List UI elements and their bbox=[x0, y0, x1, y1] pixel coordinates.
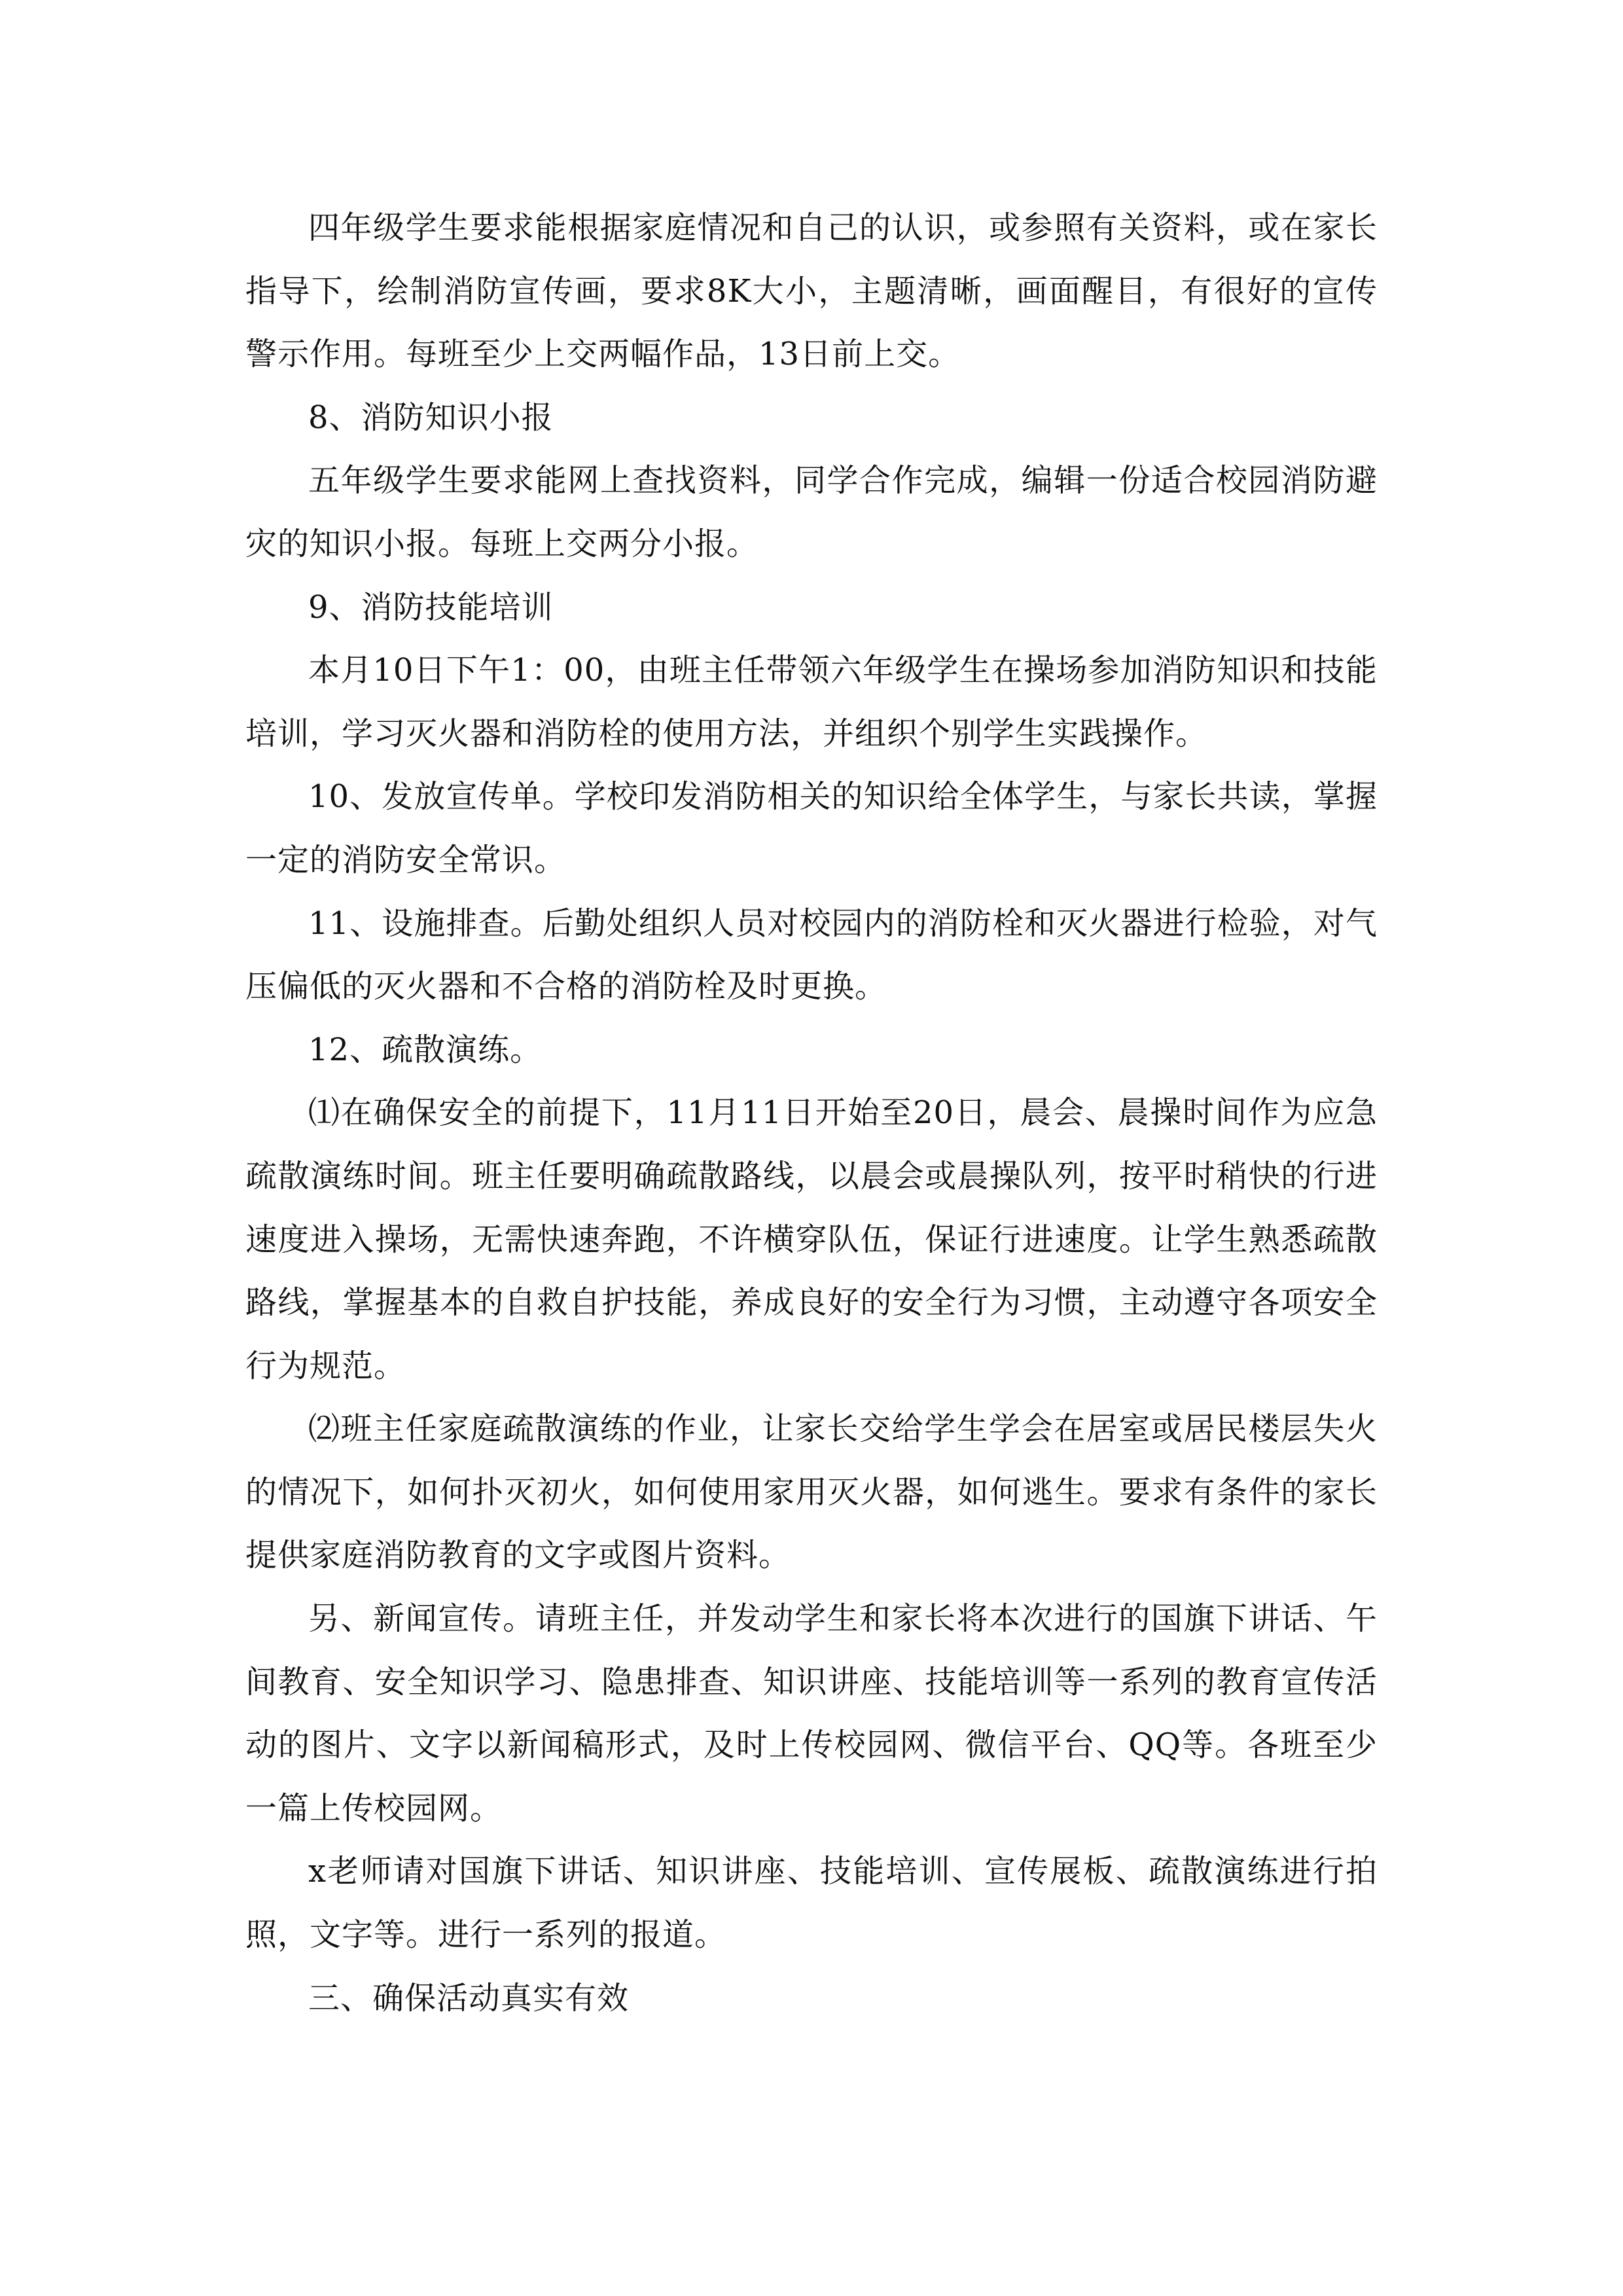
paragraph-skills-training: 本月10日下午1：00，由班主任带领六年级学生在操场参加消防知识和技能培训，学习灭火器和消防栓的使用方法，并组织个别学生实践操作。 bbox=[245, 652, 1378, 752]
paragraph-drill-school: ⑴在确保安全的前提下，11月11日开始至20日，晨会、晨操时间作为应急疏散演练时间。班主任要明确疏散路线，以晨会或晨操队列，按平时稍快的行进速度进入操场，无需快速奔跑，不许横穿队伍，保证行进速度。让学生熟悉疏散路线，掌握基本的自救自护技能，养成良好的安全行为习惯，主动遵守各项安全行为规范。 bbox=[245, 1094, 1378, 1384]
paragraph-item-10-leaflets: 10、发放宣传单。学校印发消防相关的知识给全体学生，与家长共读，掌握一定的消防安全常识。 bbox=[245, 778, 1378, 878]
paragraph-grade4-poster: 四年级学生要求能根据家庭情况和自己的认识，或参照有关资料，或在家长指导下，绘制消防宣传画，要求8K大小，主题清晰，画面醒目，有很好的宣传警示作用。每班至少上交两幅作品，13日前上交。 bbox=[245, 209, 1378, 373]
paragraph-drill-home: ⑵班主任家庭疏散演练的作业，让家长交给学生学会在居室或居民楼层失火的情况下，如何扑灭初火，如何使用家用灭火器，如何逃生。要求有条件的家长提供家庭消防教育的文字或图片资料。 bbox=[245, 1410, 1378, 1574]
paragraph-grade5-newspaper: 五年级学生要求能网上查找资料，同学合作完成，编辑一份适合校园消防避灾的知识小报。每班上交两分小报。 bbox=[245, 462, 1378, 562]
heading-item-9: 9、消防技能培训 bbox=[308, 588, 554, 626]
paragraph-news-publicity: 另、新闻宣传。请班主任，并发动学生和家长将本次进行的国旗下讲话、午间教育、安全知识学习、隐患排查、知识讲座、技能培训等一系列的教育宣传活动的图片、文字以新闻稿形式，及时上传校园网、微信平台、QQ等。各班至少一篇上传校园网。 bbox=[245, 1600, 1378, 1827]
heading-item-8: 8、消防知识小报 bbox=[308, 399, 554, 436]
heading-section-3: 三、确保活动真实有效 bbox=[308, 1979, 630, 2017]
heading-item-12: 12、疏散演练。 bbox=[308, 1031, 543, 1068]
document-body bbox=[245, 196, 1378, 2030]
paragraph-item-11-inspection: 11、设施排查。后勤处组织人员对校园内的消防栓和灭火器进行检验，对气压偏低的灭火器和不合格的消防栓及时更换。 bbox=[245, 905, 1378, 1005]
paragraph-teacher-report: x老师请对国旗下讲话、知识讲座、技能培训、宣传展板、疏散演练进行拍照，文字等。进行一系列的报道。 bbox=[245, 1853, 1378, 1954]
